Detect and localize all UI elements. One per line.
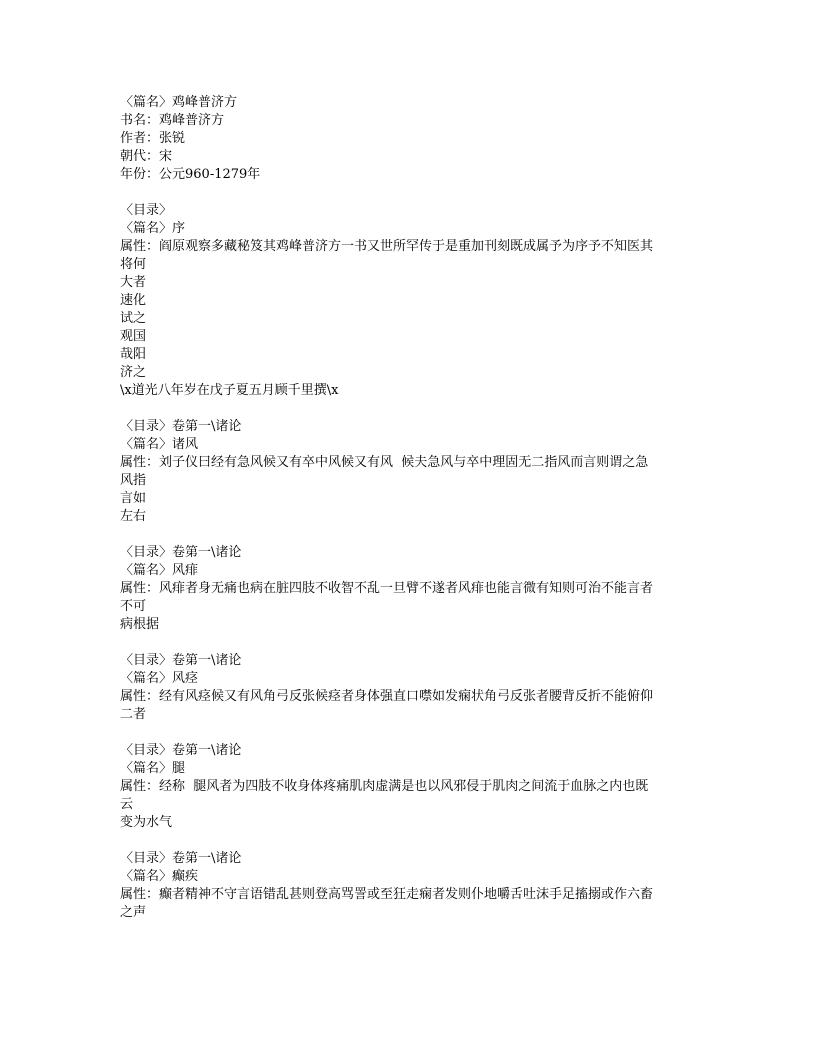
section-line: 不可	[120, 599, 147, 614]
section-line: 属性：阎原观察多藏秘笈其鸡峰普济方一书又世所罕传于是重加刊刻既成属予为序予不知医其	[120, 239, 654, 254]
section-block	[120, 418, 700, 526]
section-line: 属性：风痱者身无痛也病在脏四肢不收智不乱一旦臂不遂者风痱也能言微有知则可治不能言者	[120, 581, 654, 596]
section-line: 〈篇名〉风痱	[120, 563, 199, 578]
blank-line	[120, 400, 700, 418]
section-line: 〈篇名〉癫疾	[120, 869, 199, 884]
section-line: 风指	[120, 473, 147, 488]
section-line: 属性：刘子仪曰经有急风候又有卒中风候又有风 候夫急风与卒中理固无二指风而言则谓之急	[120, 455, 649, 470]
section-block	[120, 850, 700, 922]
section-line: 济之	[120, 365, 147, 380]
section-line: 之声	[120, 905, 147, 920]
section-line: 观国	[120, 329, 147, 344]
blank-line	[120, 634, 700, 652]
section-line: 云	[120, 797, 134, 812]
section-line: 〈目录〉卷第一\诸论	[120, 851, 242, 866]
section-line: 属性：经有风痉候又有风角弓反张候痉者身体强直口噤如发痫状角弓反张者腰背反折不能俯仰	[120, 689, 654, 704]
section-line: 大者	[120, 275, 147, 290]
section-line: 〈目录〉	[120, 203, 173, 218]
section-line: 属性：经称 腿风者为四肢不收身体疼痛肌肉虚满是也以风邪侵于肌肉之间流于血脉之内也既	[120, 779, 649, 794]
section-line: 〈目录〉卷第一\诸论	[120, 545, 242, 560]
section-line: 〈篇名〉序	[120, 221, 186, 236]
sections-container	[120, 202, 700, 922]
section-line: 病根据	[120, 617, 160, 632]
blank-line	[120, 724, 700, 742]
blank-line	[120, 184, 700, 202]
section-line: 〈篇名〉诸风	[120, 437, 199, 452]
section-line: \x道光八年岁在戊子夏五月顾千里撰\x	[120, 383, 339, 398]
section-block	[120, 544, 700, 634]
section-block	[120, 202, 700, 400]
section-line: 言如	[120, 491, 147, 506]
section-line: 〈篇名〉风痉	[120, 671, 199, 686]
header-author: 作者：张锐	[120, 131, 186, 146]
section-line: 〈篇名〉腿	[120, 761, 186, 776]
section-line: 〈目录〉卷第一\诸论	[120, 419, 242, 434]
section-line: 将何	[120, 257, 147, 272]
header-pian: 〈篇名〉鸡峰普济方	[120, 95, 238, 110]
blank-line	[120, 526, 700, 544]
header-dynasty: 朝代：宋	[120, 149, 173, 164]
section-line: 哉阳	[120, 347, 147, 362]
document-page	[120, 94, 700, 922]
section-line: 试之	[120, 311, 147, 326]
section-line: 左右	[120, 509, 147, 524]
section-block	[120, 742, 700, 832]
section-line: 二者	[120, 707, 147, 722]
header-book: 书名：鸡峰普济方	[120, 113, 225, 128]
section-line: 属性：癫者精神不守言语错乱甚则登高骂詈或至狂走痫者发则仆地嚼舌吐沫手足搐搦或作六畜	[120, 887, 654, 902]
section-block	[120, 652, 700, 724]
section-line: 速化	[120, 293, 147, 308]
section-line: 变为水气	[120, 815, 173, 830]
section-line: 〈目录〉卷第一\诸论	[120, 653, 242, 668]
header-year: 年份：公元960-1279年	[120, 167, 261, 182]
section-line: 〈目录〉卷第一\诸论	[120, 743, 242, 758]
header-block	[120, 94, 700, 184]
blank-line	[120, 832, 700, 850]
